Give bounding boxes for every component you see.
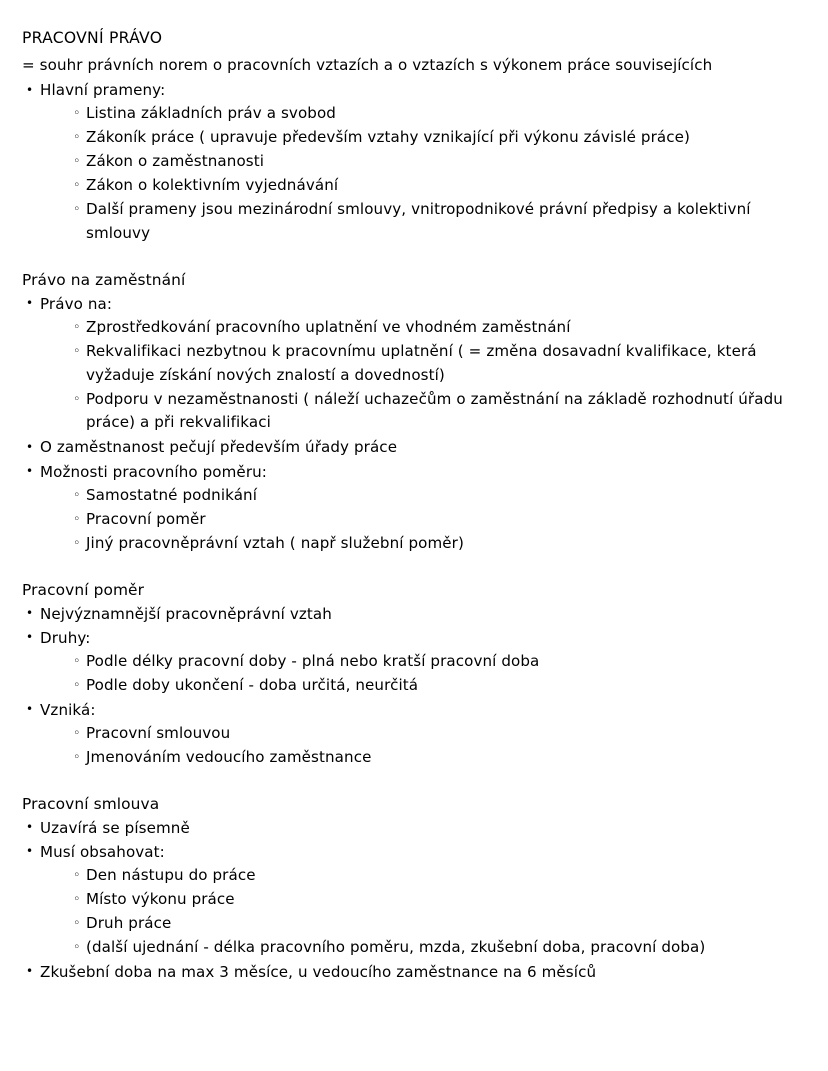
list-item-label: • Nejvýznamnější pracovněprávní vztah [40,602,798,626]
list-item: ◦ Pracovní poměr [74,508,798,532]
list-item-label: • Zkušební doba na max 3 měsíce, u vedoucího zaměstnance na 6 měsíců [40,960,798,984]
bullet-list-level2 [40,722,798,770]
list-item: ◦ Rekvalifikaci nezbytnou k pracovnímu uplatnění ( = změna dosavadní kvalifikace, která vyžaduje získání nových znalostí a dovedností) [74,340,798,388]
list-item: ◦ (další ujednání - délka pracovního poměru, mzda, zkušební doba, pracovní doba) [74,936,798,960]
section-pracovni-pravo [22,26,798,246]
definition-line: = souhr právních norem o pracovních vztazích a o vztazích s výkonem práce souvisejících [22,56,713,74]
list-item: ◦ Podle délky pracovní doby - plná nebo kratší pracovní doba [74,650,798,674]
list-item: ◦ Zákon o zaměstnanosti [74,150,798,174]
list-item: ◦ Samostatné podnikání [74,484,798,508]
list-item [22,78,798,246]
list-item: ◦ Podporu v nezaměstnanosti ( náleží uchazečům o zaměstnání na základě rozhodnutí úřadu práce) a při rekvalifikaci [74,388,798,436]
list-item: ◦ Místo výkonu práce [74,888,798,912]
list-item-label: • Vzniká: [40,698,798,722]
document-body [22,26,798,984]
list-item: ◦ Další prameny jsou mezinárodní smlouvy, vnitropodnikové právní předpisy a kolektivní smlouvy [74,198,798,246]
list-item: ◦ Pracovní smlouvou [74,722,798,746]
section-pravo-na-zamestnani [22,268,798,556]
bullet-list-level2 [40,864,798,960]
list-item [22,602,798,626]
bullet-list-level2 [40,484,798,556]
page-title: PRACOVNÍ PRÁVO [22,29,163,47]
section-heading: Pracovní poměr [22,580,145,599]
section-pracovni-pomer [22,578,798,770]
section-heading: Právo na zaměstnání [22,270,186,289]
section-heading: Pracovní smlouva [22,794,160,813]
bullet-list-level1 [22,816,798,984]
bullet-list-level1 [22,292,798,556]
list-item [22,816,798,840]
list-item-label: • Musí obsahovat: [40,840,798,864]
list-item [22,698,798,770]
list-item-label: • O zaměstnanost pečují především úřady práce [40,435,798,459]
bullet-list-level2 [40,650,798,698]
list-item [22,626,798,698]
list-item: ◦ Podle doby ukončení - doba určitá, neurčitá [74,674,798,698]
list-item: ◦ Zákon o kolektivním vyjednávání [74,174,798,198]
section-pracovni-smlouva [22,792,798,984]
bullet-list-level2 [40,102,798,245]
list-item-label: • Právo na: [40,292,798,316]
list-item: ◦ Den nástupu do práce [74,864,798,888]
list-item-label: • Uzavírá se písemně [40,816,798,840]
list-item [22,435,798,459]
list-item-label: • Hlavní prameny: [40,78,798,102]
bullet-list-level1 [22,78,798,246]
list-item: ◦ Jmenováním vedoucího zaměstnance [74,746,798,770]
list-item: ◦ Zákoník práce ( upravuje především vztahy vznikající při výkonu závislé práce) [74,126,798,150]
list-item-label: • Možnosti pracovního poměru: [40,460,798,484]
list-item [22,840,798,960]
list-item-label: • Druhy: [40,626,798,650]
bullet-list-level1 [22,602,798,770]
list-item [22,960,798,984]
list-item [22,460,798,556]
list-item: ◦ Zprostředkování pracovního uplatnění ve vhodném zaměstnání [74,316,798,340]
list-item [22,292,798,436]
bullet-list-level2 [40,316,798,436]
list-item: ◦ Listina základních práv a svobod [74,102,798,126]
list-item: ◦ Jiný pracovněprávní vztah ( např služební poměr) [74,532,798,556]
list-item: ◦ Druh práce [74,912,798,936]
